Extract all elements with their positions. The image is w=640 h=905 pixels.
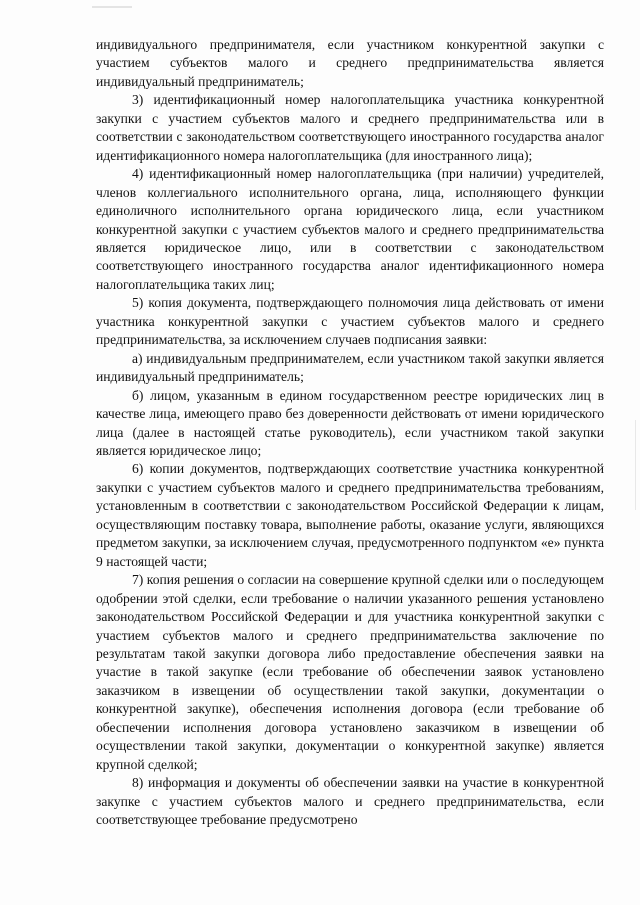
paragraph-item-6: 6) копии документов, подтверждающих соответствие участника конкурентной закупки с участием субъектов малого и среднего предпринимательства требованиям, установленным в соответствии с законодательством Российской Федерации к лицам, осуществляющим поставку товара, выполнение работы, оказание услуги, являющихся предметом закупки, за исключением случая, предусмотренного подпунктом «е» пункта 9 настоящей части; <box>96 461 604 569</box>
paragraph-continuation: индивидуального предпринимателя, если участником конкурентной закупки с участием субъектов малого и среднего предпринимательства является индивидуальный предприниматель; <box>96 37 604 89</box>
paragraph-item-4: 4) идентификационный номер налогоплательщика (при наличии) учредителей, членов коллегиального исполнительного органа, лица, исполняющего функции единоличного исполнительного органа юридического лица, если участником конкурентной закупки с участием субъектов малого и среднего предпринимательства является юридическое лицо, или в соответствии с законодательством соответствующего иностранного государства аналог идентификационного номера налогоплательщика таких лиц; <box>96 166 604 292</box>
paragraph-item-5a: а) индивидуальным предпринимателем, если участником такой закупки является индивидуальный предприниматель; <box>96 350 604 385</box>
document-body <box>96 36 604 829</box>
paragraph-item-5: 5) копия документа, подтверждающего полномочия лица действовать от имени участника конкурентной закупки с участием субъектов малого и среднего предпринимательства, за исключением случаев подписания заявки: <box>96 295 604 348</box>
paragraph-item-3: 3) идентификационный номер налогоплательщика участника конкурентной закупки с участием субъектов малого и среднего предпринимательства или в соответствии с законодательством соответствующего иностранного государства аналог идентификационного номера налогоплательщика (для иностранного лица); <box>96 92 604 163</box>
scan-artifact <box>92 6 132 8</box>
paragraph-item-5b: б) лицом, указанным в едином государственном реестре юридических лиц в качестве лица, имеющего право без доверенности действовать от имени юридического лица (далее в настоящей статье руководитель), если участником такой закупки является юридическое лицо; <box>96 387 604 458</box>
scan-edge <box>635 420 636 510</box>
paragraph-item-8: 8) информация и документы об обеспечении заявки на участие в конкурентной закупке с участием субъектов малого и среднего предпринимательства, если соответствующее требование предусмотрено <box>96 775 604 828</box>
paragraph-item-7: 7) копия решения о согласии на совершение крупной сделки или о последующем одобрении этой сделки, если требование о наличии указанного решения установлено законодательством Российской Федерации и для участника конкурентной закупки с участием субъектов малого и среднего предпринимательства заключение по результатам такой закупки договора либо предоставление обеспечения заявки на участие в такой закупке (если требование об обеспечении заявок установлено заказчиком в извещении об осуществлении такой закупки, документации о конкурентной закупке), обеспечения исполнения договора (если требование об обеспечении исполнения договора установлено заказчиком в извещении об осуществлении такой закупки, документации о конкурентной закупке) является крупной сделкой; <box>96 572 604 772</box>
